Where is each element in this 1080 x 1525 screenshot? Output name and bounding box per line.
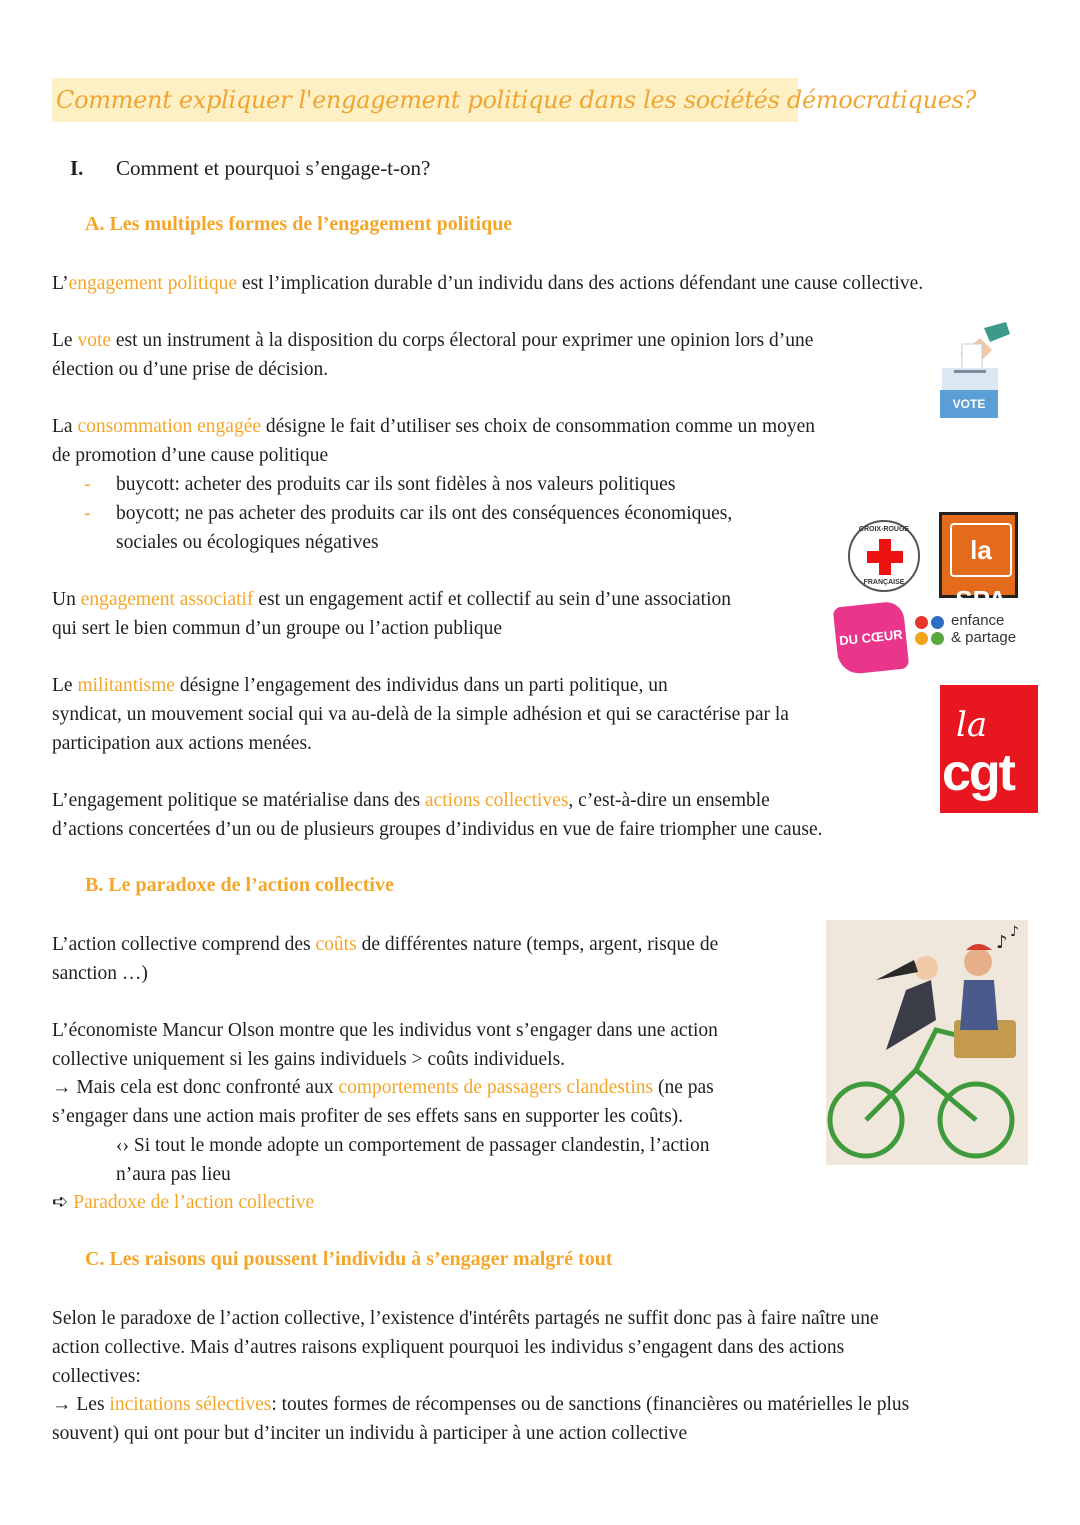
text: Le xyxy=(52,330,78,351)
bullet-text: buycott: acheter des produits car ils sont fidèles à nos valeurs politiques xyxy=(116,474,676,495)
text: L’engagement politique se matérialise dans des xyxy=(52,790,425,811)
text: qui sert le bien commun d’un groupe ou l’action publique xyxy=(52,618,503,639)
text: L’action collective comprend des xyxy=(52,934,316,955)
bullet-text xyxy=(116,499,732,557)
text: action collective. Mais d’autres raisons expliquent pourquoi les individus s’engagent dans des actions xyxy=(52,1337,845,1358)
text: de promotion d’une cause politique xyxy=(52,445,329,466)
svg-text:♪: ♪ xyxy=(996,932,1008,953)
text: & partage xyxy=(951,629,1017,646)
paragraph-militantisme xyxy=(52,671,789,758)
text: désigne le fait d’utiliser ses choix de consommation comme un moyen xyxy=(261,416,816,437)
text: collectives: xyxy=(52,1366,141,1387)
section-1-heading xyxy=(70,156,430,181)
term-incitations-selectives: incitations sélectives xyxy=(109,1394,272,1415)
croix-rouge-bottom-text: FRANÇAISE xyxy=(863,579,905,586)
text: boycott; ne pas acheter des produits car ils ont des conséquences économiques, xyxy=(116,503,733,524)
cgt-name-text: cgt xyxy=(942,744,1014,802)
tandem-bicycle-icon xyxy=(826,920,1028,1165)
text: collective uniquement si les gains individuels > coûts individuels. xyxy=(52,1049,566,1070)
term-couts: coûts xyxy=(315,934,357,955)
section-a-heading: A. Les multiples formes de l’engagement politique xyxy=(85,213,513,235)
text: Selon le paradoxe de l’action collective, l’existence d'intérêts partagés ne suffit donc pas à faire naître une xyxy=(52,1308,879,1329)
text: → Mais cela est donc confronté aux xyxy=(52,1077,339,1098)
cgt-logo xyxy=(940,685,1038,813)
text: sanction …) xyxy=(52,963,148,984)
paragraph-passagers-clandestins xyxy=(52,1073,714,1131)
text: est un instrument à la disposition du corps électoral pour exprimer une opinion lors d’une xyxy=(111,330,814,351)
text: ‹› Si tout le monde adopte un comportement de passager clandestin, l’action xyxy=(116,1135,710,1156)
term-vote: vote xyxy=(77,330,112,351)
paragraph-incitations-selectives xyxy=(52,1390,909,1448)
text: s’engager dans une action mais profiter de ses effets sans en supporter les coûts). xyxy=(52,1106,684,1127)
text: désigne l’engagement des individus dans un parti politique, un xyxy=(174,675,668,696)
section-1-label: Comment et pourquoi s’engage-t-on? xyxy=(116,156,431,180)
section-1-number: I. xyxy=(70,156,84,180)
text: , c’est-à-dire un ensemble xyxy=(568,790,770,811)
bullet-dash: - xyxy=(84,503,91,524)
enfance-partage-logo xyxy=(915,612,1030,656)
svg-text:♪: ♪ xyxy=(1010,924,1019,940)
term-engagement-politique: engagement politique xyxy=(68,273,238,294)
text: (ne pas xyxy=(653,1077,714,1098)
paragraph-engagement-associatif xyxy=(52,585,731,643)
restos-du-coeur-logo: DU CŒUR xyxy=(833,601,910,676)
text: souvent) qui ont pour but d’inciter un individu à participer à une action collective xyxy=(52,1423,688,1444)
ballot-box-icon xyxy=(940,320,1012,390)
text: → Les xyxy=(52,1394,110,1415)
term-militantisme: militantisme xyxy=(77,675,175,696)
text: de différentes nature (temps, argent, risque de xyxy=(356,934,719,955)
paragraph-engagement-politique xyxy=(52,269,923,298)
text: élection ou d’une prise de décision. xyxy=(52,359,329,380)
text: Le xyxy=(52,675,78,696)
section-c-heading: C. Les raisons qui poussent l’individu à s’engager malgré tout xyxy=(85,1248,613,1270)
section-b-heading: B. Le paradoxe de l’action collective xyxy=(85,874,394,896)
cgt-la-text: la xyxy=(956,705,988,745)
croix-rouge-top-text: CROIX-ROUGE xyxy=(858,526,910,533)
term-passagers-clandestins: comportements de passagers clandestins xyxy=(338,1077,654,1098)
ballot-box-image xyxy=(940,320,1012,430)
text: participation aux actions menées. xyxy=(52,733,312,754)
page-title: Comment expliquer l'engagement politique dans les sociétés démocratiques? xyxy=(52,78,798,122)
arrow-icon: ➪ xyxy=(52,1192,74,1213)
spa-logo xyxy=(939,512,1018,615)
dot xyxy=(931,616,944,629)
text: L’économiste Mancur Olson montre que les individus vont s’engager dans une action xyxy=(52,1020,718,1041)
tandem-bicycle-illustration xyxy=(826,920,1028,1165)
vote-label: VOTE xyxy=(940,390,998,418)
text: enfance xyxy=(951,612,1005,629)
paragraph-olson xyxy=(52,1016,718,1074)
term-engagement-associatif: engagement associatif xyxy=(80,589,254,610)
dot xyxy=(915,616,928,629)
conclusion-paradoxe xyxy=(52,1188,314,1217)
text: Un xyxy=(52,589,81,610)
dot xyxy=(931,632,944,645)
dot xyxy=(915,632,928,645)
paragraph-couts xyxy=(52,930,718,988)
colored-dots-icon xyxy=(915,616,947,648)
term-consommation-engagee: consommation engagée xyxy=(77,416,262,437)
enfance-partage-text xyxy=(951,612,1016,646)
text: La xyxy=(52,416,78,437)
text: : toutes formes de récompenses ou de sanctions (financières ou matérielles le plus xyxy=(271,1394,910,1415)
text: L’ xyxy=(52,273,69,294)
bullet-buycott xyxy=(84,470,824,500)
spa-label: la SPA xyxy=(950,523,1012,577)
text: d’actions concertées d’un ou de plusieurs groupes d’individus en vue de faire triompher une cause. xyxy=(52,819,823,840)
text: syndicat, un mouvement social qui va au-delà de la simple adhésion et qui se caractérise par la xyxy=(52,704,789,725)
paragraph-actions-collectives xyxy=(52,786,823,844)
text: sociales ou écologiques négatives xyxy=(116,532,379,553)
croix-rouge-logo xyxy=(848,520,920,592)
red-cross-bar xyxy=(867,551,903,563)
term-actions-collectives: actions collectives xyxy=(424,790,569,811)
paragraph-consommation-engagee xyxy=(52,412,815,470)
text: est l’implication durable d’un individu dans des actions défendant une cause collective. xyxy=(237,273,924,294)
text: n’aura pas lieu xyxy=(116,1164,231,1185)
bullet-dash: - xyxy=(84,474,91,495)
bullet-boycott xyxy=(84,499,824,559)
term-paradoxe: Paradoxe de l’action collective xyxy=(73,1192,315,1213)
sub-point-passager-clandestin xyxy=(116,1131,710,1189)
text: est un engagement actif et collectif au sein d’une association xyxy=(253,589,732,610)
paragraph-paradoxe-raisons xyxy=(52,1304,879,1391)
paragraph-vote xyxy=(52,326,813,384)
